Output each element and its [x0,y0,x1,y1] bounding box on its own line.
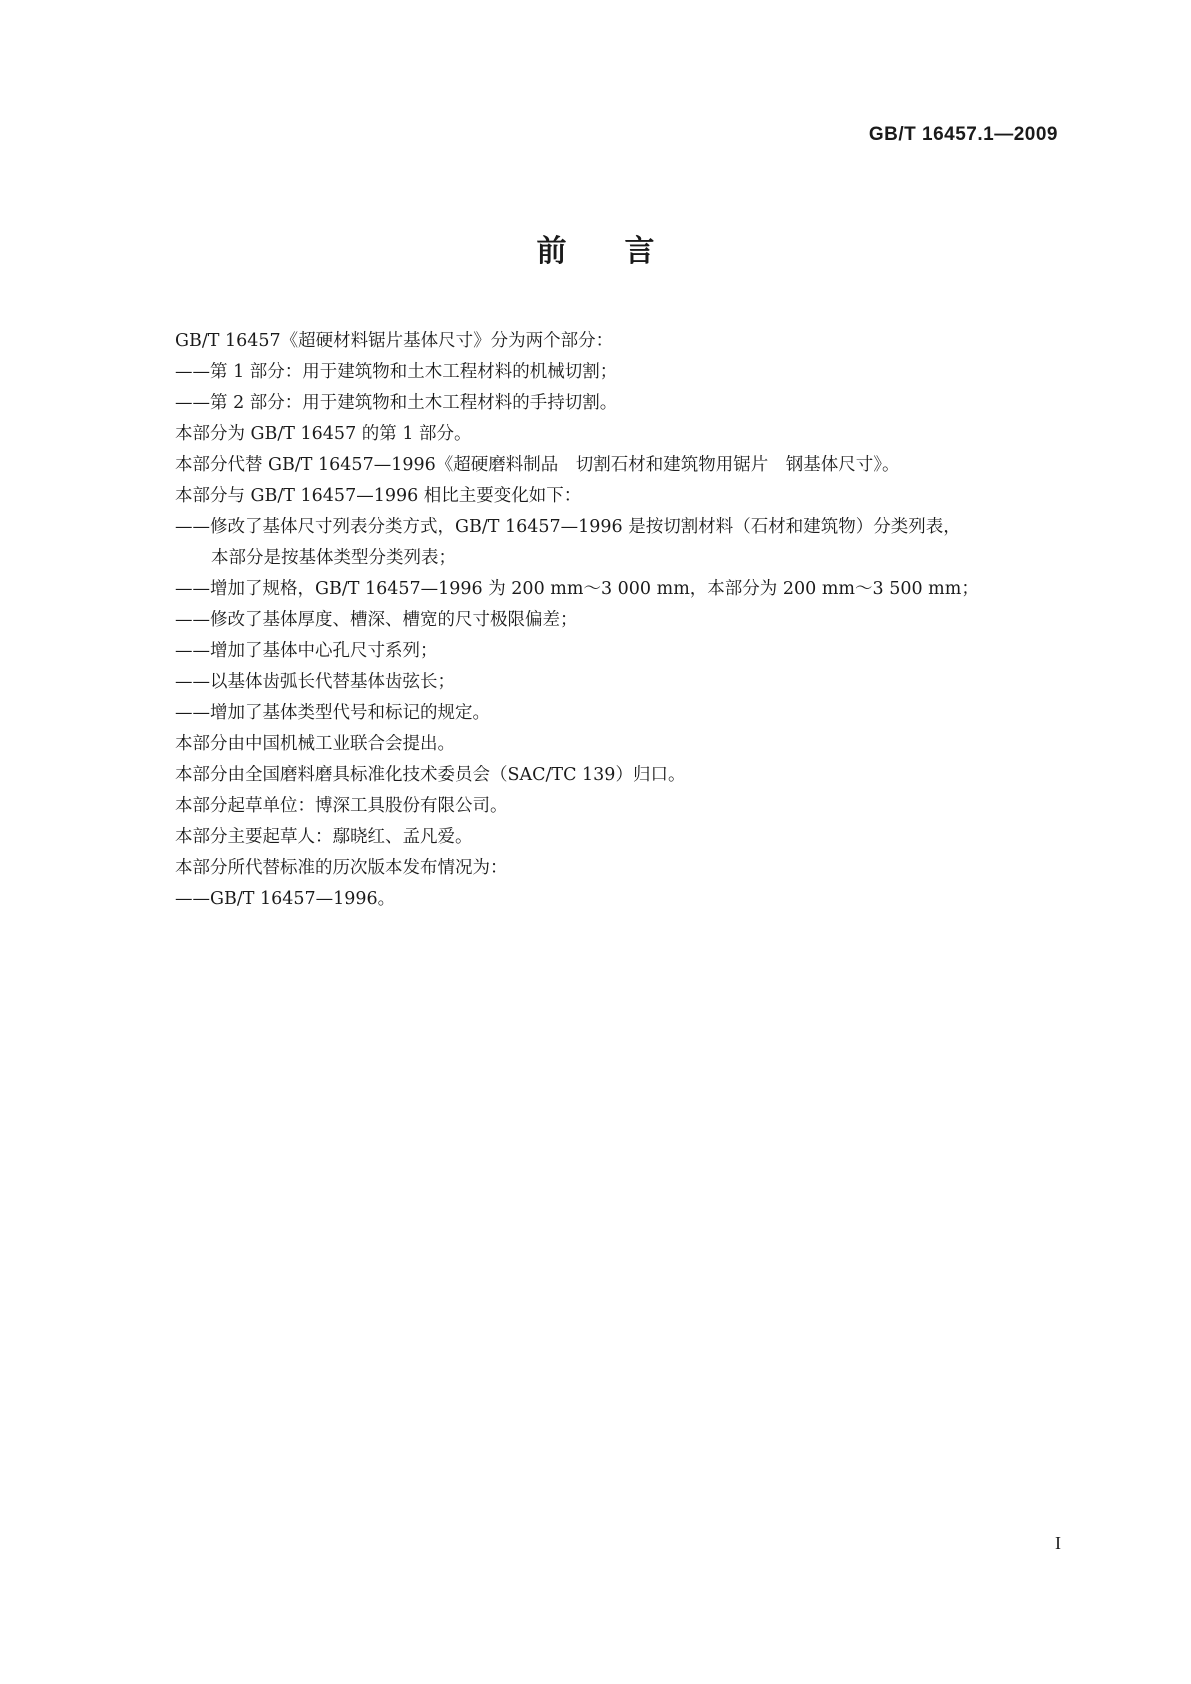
page-title: 前言 [536,234,713,269]
body-line: ——增加了基体中心孔尺寸系列； [175,641,438,661]
page-number: I [1055,1533,1061,1553]
body-line: 本部分所代替标准的历次版本发布情况为： [175,858,508,878]
body-line: 本部分起草单位：博深工具股份有限公司。 [175,796,508,816]
body-line: 本部分由中国机械工业联合会提出。 [175,734,455,754]
standard-number: GB/T 16457.1—2009 [868,124,1058,145]
body-line: 本部分代替 GB/T 16457—1996《超硬磨料制品 切割石材和建筑物用锯片 钢基体尺寸》。 [175,455,900,475]
body-line: 本部分由全国磨料磨具标准化技术委员会（SAC/TC 139）归口。 [175,765,686,785]
body-line: ——修改了基体尺寸列表分类方式，GB/T 16457—1996 是按切割材料（石材和建筑物）分类列表， [175,517,961,537]
body-line: ——增加了规格，GB/T 16457—1996 为 200 mm～3 000 mm，本部分为 200 mm～3 500 mm； [175,579,979,599]
body-line: ——第 1 部分：用于建筑物和土木工程材料的机械切割； [175,362,618,382]
body-line-continued: 本部分是按基体类型分类列表； [211,548,456,568]
body-line: 本部分与 GB/T 16457—1996 相比主要变化如下： [175,486,582,506]
body-line: ——增加了基体类型代号和标记的规定。 [175,703,490,723]
body-line: 本部分为 GB/T 16457 的第 1 部分。 [175,424,472,444]
body-line: ——以基体齿弧长代替基体齿弦长； [175,672,455,692]
body-line: ——GB/T 16457—1996。 [175,889,396,909]
body-line: 本部分主要起草人：鄢晓红、孟凡爱。 [175,827,473,847]
foreword-body [175,326,1055,915]
body-line: ——修改了基体厚度、槽深、槽宽的尺寸极限偏差； [175,610,578,630]
body-line: ——第 2 部分：用于建筑物和土木工程材料的手持切割。 [175,393,618,413]
body-line: GB/T 16457《超硬材料锯片基体尺寸》分为两个部分： [175,331,614,351]
